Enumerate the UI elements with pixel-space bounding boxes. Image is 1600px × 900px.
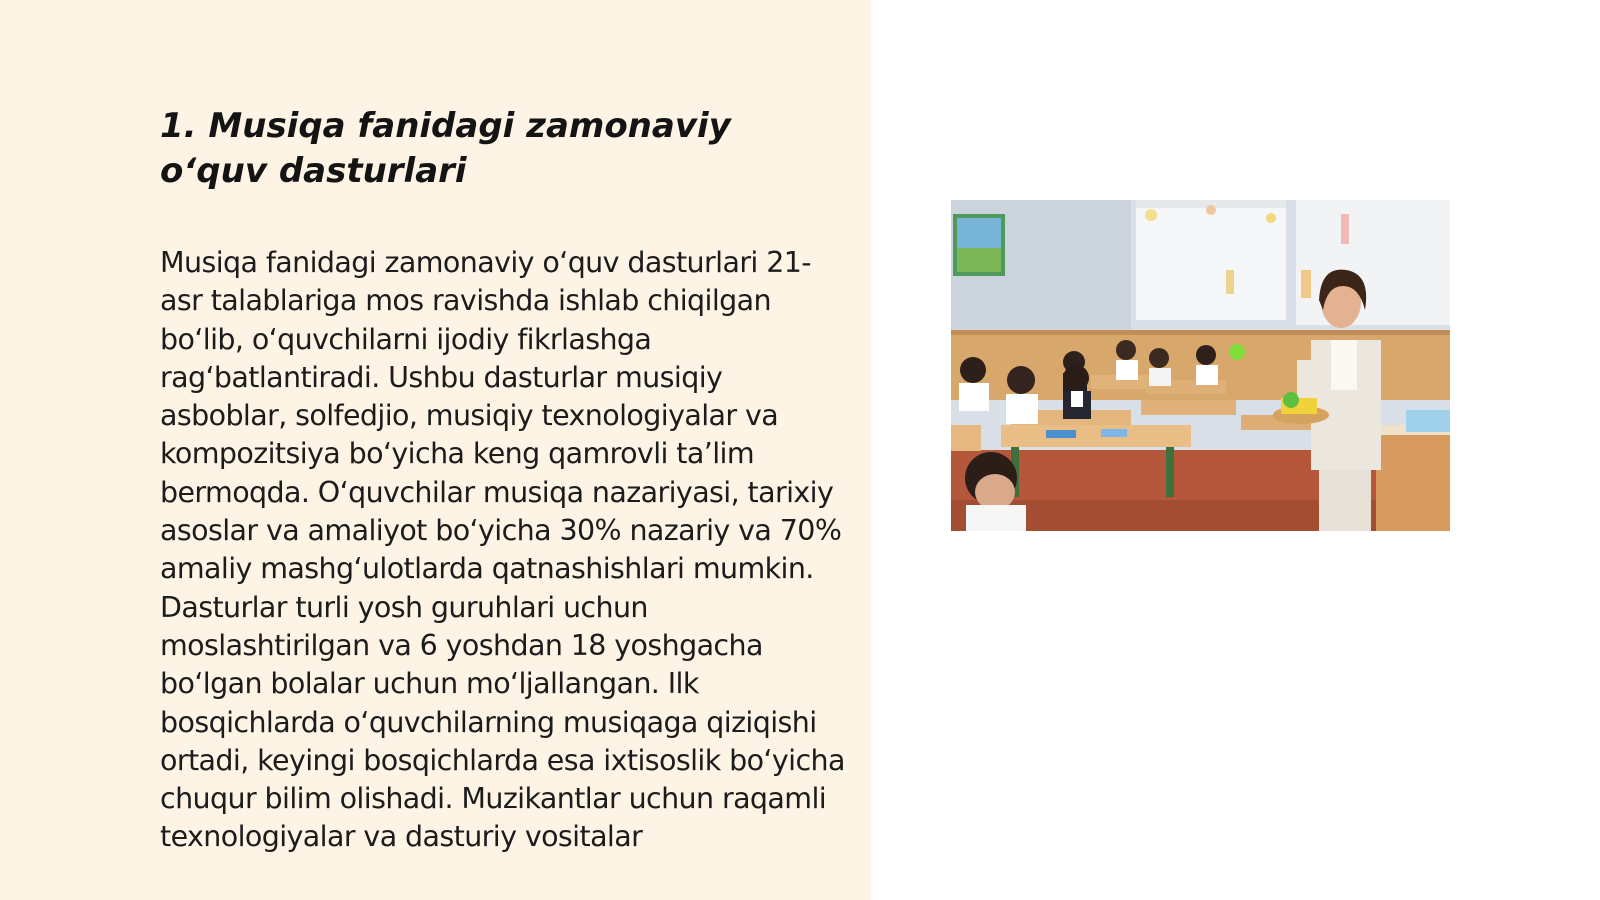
- classroom-photo: [951, 200, 1450, 531]
- window-left: [1136, 200, 1286, 320]
- teacher-desk: [1376, 430, 1450, 531]
- slide-title: 1. Musiqa fanidagi zamonaviy o‘quv dasturlari: [160, 106, 731, 191]
- slide-body-text: Musiqa fanidagi zamonaviy o‘quv dasturlari 21-asr talablariga mos ravishda ishlab chiqilgan bo‘lib, o‘quvchilarni ijodiy fikrlashga rag‘batlantiradi. Ushbu dasturlar musiqiy asboblar, solfedjio, musiqiy texnologiyalar va kompozitsiya bo‘yicha keng qamrovli ta’lim bermoqda. O‘quvchilar musiqa nazariyasi, tarixiy asoslar va amaliyot bo‘yicha 30% nazariy va 70% amaliy mashg‘ulotlarda qatnashishlari mumkin. Dasturlar turli yosh guruhlari uchun moslashtirilgan va 6 yoshdan 18 yoshgacha bo‘lgan bolalar uchun mo‘ljallangan. Ilk bosqichlarda o‘quvchilarning musiqaga qiziqishi ortadi, keyingi bosqichlarda esa ixtisoslik bo‘yicha chuqur bilim olishadi. Muzikantlar uchun raqamli texnologiyalar va dasturiy vositalar: [160, 246, 845, 854]
- front-desk: [1001, 425, 1191, 447]
- window-right: [1296, 200, 1450, 325]
